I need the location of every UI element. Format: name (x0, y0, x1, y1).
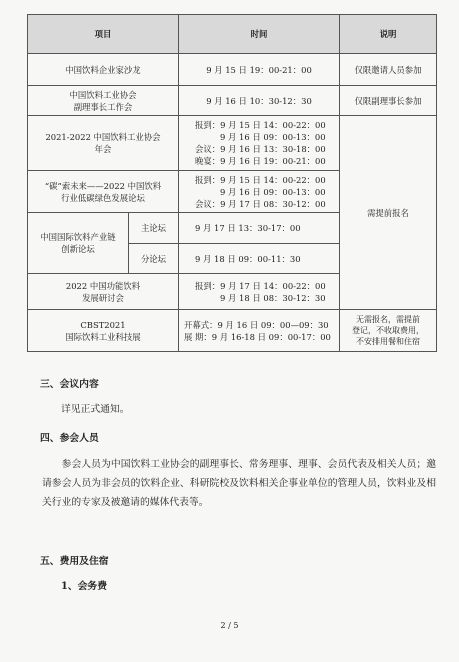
cell-time: 9 月 15 日 19：00-21：00 (179, 54, 340, 86)
cell-note: 仅限副理事长参加 (340, 86, 437, 116)
table-header-row (28, 15, 437, 54)
section-5-heading: 五、费用及住宿 (40, 556, 109, 567)
cell-note: 无需报名，需提前 登记，不收取费用， 不安排用餐和住宿 (340, 310, 437, 352)
cell-project: CBST2021 国际饮料工业科技展 (28, 310, 179, 352)
cell-project: 中国饮料企业家沙龙 (28, 54, 179, 86)
section-4-text: 参会人员为中国饮料工业协会的副理事长、常务理事、理事、会员代表及相关人员；邀请参会人员为非会员的饮料企业、科研院校及饮料相关企事业单位的管理人员，饮料业及相关行业的专家及被邀请的媒体代表等。 (42, 459, 436, 508)
cell-time: 9 月 18 日 09：00-11：30 (179, 244, 340, 274)
header-time: 时间 (179, 15, 340, 54)
cell-note-merged: 需提前报名 (340, 116, 437, 310)
cell-time: 报到：9 月 15 日 14：00-22：00 9 月 16 日 09：00-13：00 会议：9 月 17 日 08：30-12：00 (179, 171, 340, 213)
cell-project: 2022 中国功能饮料 发展研讨会 (28, 274, 179, 310)
header-project: 项目 (28, 15, 179, 54)
section-5-sub-1: 1、会务费 (61, 581, 108, 592)
page-number: 2 / 5 (220, 621, 239, 630)
cell-time: 9 月 16 日 10：30-12：30 (179, 86, 340, 116)
table-row (28, 86, 437, 116)
cell-time: 开幕式：9 月 16 日 09：00—09：30 展 期：9 月 16-18 日 09：00-17：00 (179, 310, 340, 352)
cell-time: 报到：9 月 15 日 14：00-22：00 9 月 16 日 09：00-13：00 会议：9 月 16 日 13：30-18：00 晚宴：9 月 16 日 19：00-21：00 (179, 116, 340, 171)
cell-project: 中国饮料工业协会 副理事长工作会 (28, 86, 179, 116)
cell-note: 仅限邀请人员参加 (340, 54, 437, 86)
section-3-text: 详见正式通知。 (61, 404, 130, 415)
cell-subforum: 主论坛 (129, 213, 179, 244)
cell-subforum: 分论坛 (129, 244, 179, 274)
table-row (28, 54, 437, 86)
table-row (28, 116, 437, 171)
cell-project: “碳”索未来——2022 中国饮料 行业低碳绿色发展论坛 (28, 171, 179, 213)
header-note: 说明 (340, 15, 437, 54)
cell-project: 中国国际饮料产业链 创新论坛 (28, 213, 129, 274)
cell-time: 9 月 17 日 13：30-17：00 (179, 213, 340, 244)
schedule-table (27, 14, 437, 352)
table-row (28, 310, 437, 352)
cell-project: 2021-2022 中国饮料工业协会 年会 (28, 116, 179, 171)
section-4-heading: 四、参会人员 (40, 433, 99, 444)
cell-time: 报到：9 月 17 日 14：00-22：00 9 月 18 日 08：30-12：30 (179, 274, 340, 310)
section-3-heading: 三、会议内容 (40, 379, 99, 390)
